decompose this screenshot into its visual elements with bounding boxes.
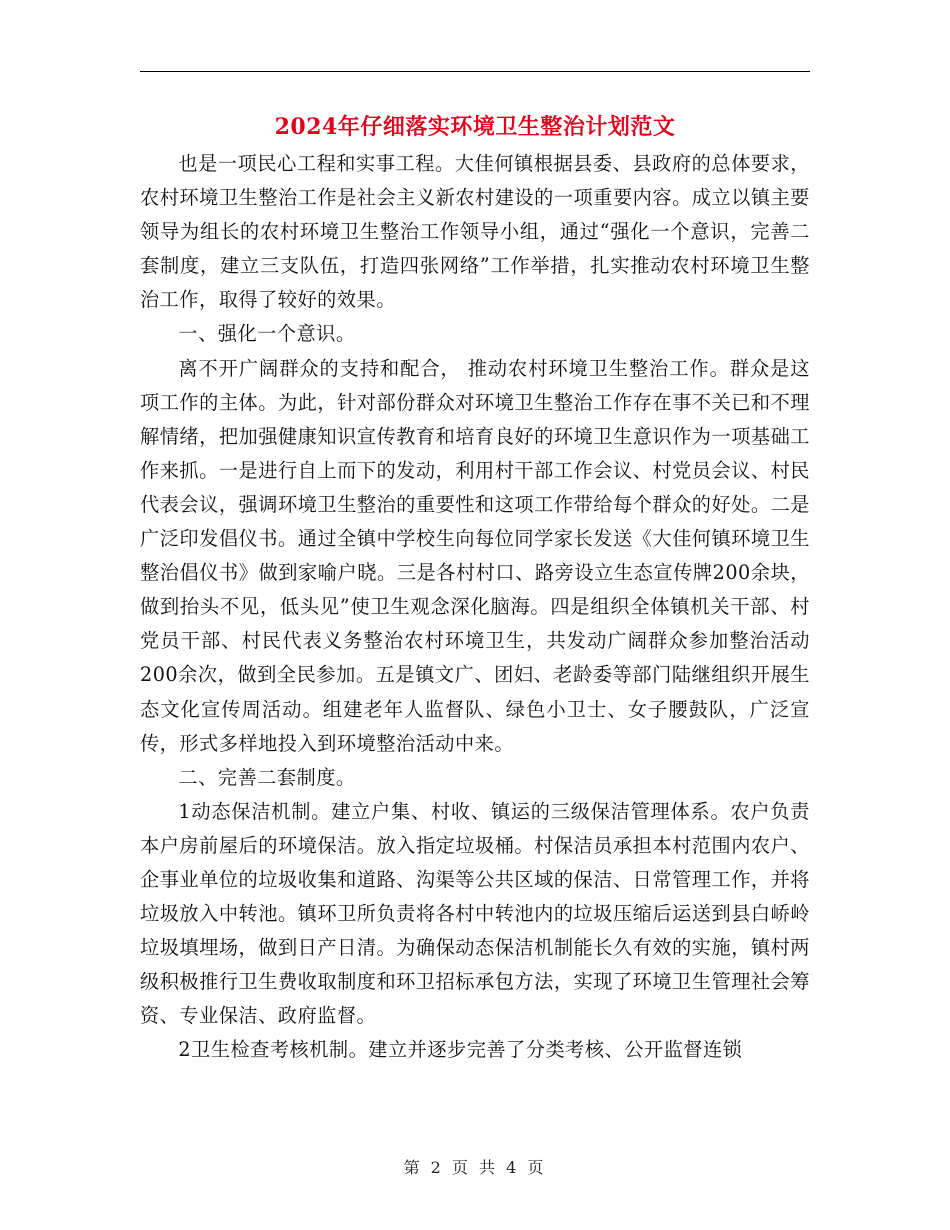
document-title: 2024年仔细落实环境卫生整治计划范文 xyxy=(274,114,676,140)
paragraph-section-1: 离不开广阔群众的支持和配合， 推动农村环境卫生整治工作。群众是这项工作的主体。为此，针对部份群众对环境卫生整治工作存在事不关已和不理解情绪，把加强健康知识宣传教育和培育良好的环境卫生意识作为一项基础工作来抓。一是进行自上而下的发动，利用村干部工作会议、村党员会议、村民代表会议，强调环境卫生整治的重要性和这项工作带给每个群众的好处。二是广泛印发倡仪书。通过全镇中学校生向每位同学家长发送《大佳何镇环境卫生整治倡仪书》做到家喻户晓。三是各村村口、路旁设立生态宣传牌200余块，做到抬头不见，低头见”使卫生观念深化脑海。四是组织全体镇机关干部、村党员干部、村民代表义务整治农村环境卫生，共发动广阔群众参加整治活动200余次，做到全民参加。五是镇文广、团妇、老龄委等部门陆继组织开展生态文化宣传周活动。组建老年人监督队、绿色小卫士、女子腰鼓队，广泛宣传，形式多样地投入到环境整治活动中来。 xyxy=(140,356,810,755)
paragraph-intro: 也是一项民心工程和实事工程。大佳何镇根据县委、县政府的总体要求，农村环境卫生整治工作是社会主义新农村建设的一项重要内容。成立以镇主要领导为组长的农村环境卫生整治工作领导小组，通过“强化一个意识，完善二套制度，建立三支队伍，打造四张网络”工作举措，扎实推动农村环境卫生整治工作，取得了较好的效果。 xyxy=(140,152,810,312)
paragraph-inspection-mechanism: 2卫生检查考核机制。建立并逐步完善了分类考核、公开监督连锁 xyxy=(178,1038,743,1062)
document-body xyxy=(140,147,810,1068)
section-heading-2: 二、完善二套制度。 xyxy=(178,765,356,789)
paragraph-cleaning-mechanism: 1动态保洁机制。建立户集、村收、镇运的三级保洁管理体系。农户负责本户房前屋后的环境保洁。放入指定垃圾桶。村保洁员承担本村范围内农户、企事业单位的垃圾收集和道路、沟渠等公共区域的保洁、日常管理工作，并将垃圾放入中转池。镇环卫所负责将各村中转池内的垃圾压缩后运送到县白峤岭垃圾填埋场，做到日产日清。为确保动态保洁机制能长久有效的实施，镇村两级积极推行卫生费收取制度和环卫招标承包方法，实现了环境卫生管理社会筹资、专业保洁、政府监督。 xyxy=(140,799,810,1028)
header-rule xyxy=(140,71,810,72)
page-footer: 第 2 页 共 4 页 xyxy=(403,1158,547,1177)
section-heading-1: 一、强化一个意识。 xyxy=(178,322,356,346)
